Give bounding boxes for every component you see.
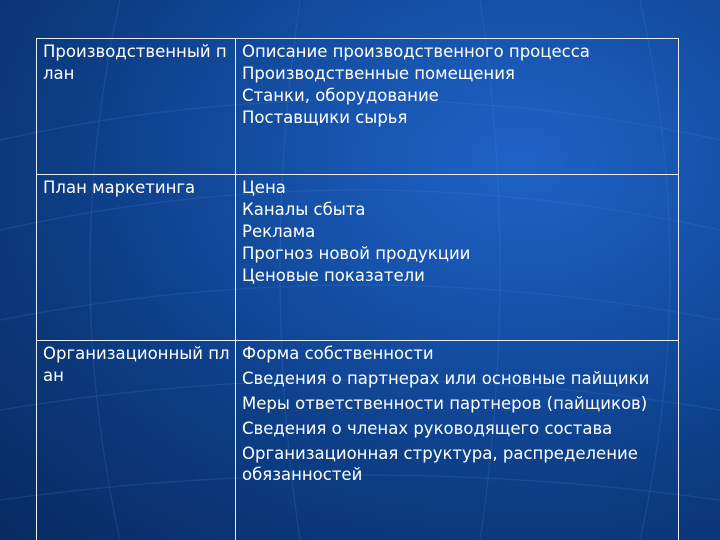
list-item: Производственные помещения: [242, 64, 515, 83]
list-item: Поставщики сырья: [242, 108, 408, 127]
list-item: Меры ответственности партнеров (пайщиков): [242, 394, 648, 413]
marketing-plan-items: [236, 175, 679, 341]
list-item: Ценовые показатели: [242, 266, 425, 285]
list-item: Прогноз новой продукции: [242, 244, 471, 263]
list-item: Каналы сбыта: [242, 200, 366, 219]
list-item: Станки, оборудование: [242, 86, 439, 105]
production-plan-items: [236, 39, 679, 175]
table-row-production-plan: [37, 39, 679, 175]
list-item: Цена: [242, 178, 286, 197]
table-row-organizational-plan: [37, 341, 679, 540]
table-row-marketing-plan: [37, 175, 679, 341]
list-item: Сведения о членах руководящего состава: [242, 419, 613, 438]
list-item: Описание производственного процесса: [242, 42, 590, 61]
organizational-plan-items: [236, 341, 679, 540]
production-plan-label: Производственный план: [37, 39, 236, 175]
list-item: Реклама: [242, 222, 316, 241]
plan-table: [36, 38, 679, 540]
organizational-plan-label: Организационный план: [37, 341, 236, 540]
list-item: Организационная структура, распределение обязанностей: [242, 444, 638, 484]
marketing-plan-label: План маркетинга: [37, 175, 236, 341]
list-item: Форма собственности: [242, 344, 434, 363]
list-item: Сведения о партнерах или основные пайщики: [242, 369, 650, 388]
